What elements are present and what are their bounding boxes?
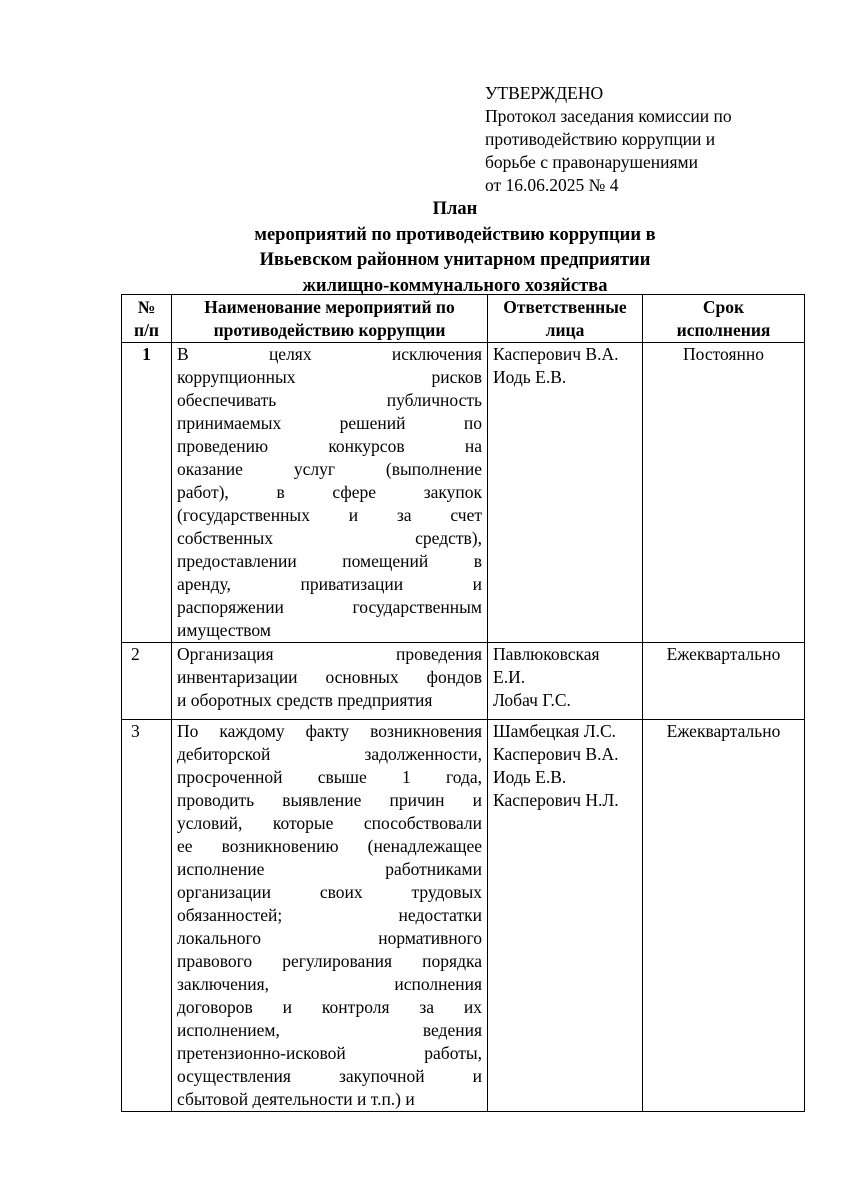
row-term: Ежеквартально [643,643,805,720]
description-line: инвентаризации основных фондов [177,667,482,687]
description-line: ее возникновению (ненадлежащее [177,836,482,856]
description-line: распоряжении государственным [177,597,482,617]
description-line: претензионно-исковой работы, [177,1043,482,1063]
row-responsible [488,343,643,643]
document-title [120,197,790,299]
table-row [122,343,805,643]
description-line: договоров и контроля за их [177,997,482,1017]
table-row [122,720,805,1112]
approval-date: от 16.06.2025 № 4 [485,175,619,195]
responsible-person: Касперович Н.Л. [493,790,619,810]
description-line: проводить выявление причин и [177,790,482,810]
description-line: проведению конкурсов на [177,436,482,456]
description-line: собственных средств), [177,528,482,548]
row-responsible [488,720,643,1112]
description-line: и оборотных средств предприятия [177,690,433,710]
row-term: Ежеквартально [643,720,805,1112]
approval-heading: УТВЕРЖДЕНО [485,83,604,103]
title-line: План [432,199,478,219]
row-number: 1 [122,343,172,643]
responsible-person: Иодь Е.В. [493,367,567,387]
description-line: оказание услуг (выполнение [177,459,482,479]
header-num: № п/п [122,295,172,343]
description-line: аренду, приватизации и [177,574,482,594]
description-line: сбытовой деятельности и т.п.) и [177,1089,415,1109]
description-line: осуществления закупочной и [177,1066,482,1086]
description-line: правового регулирования порядка [177,951,482,971]
header-term: Срок исполнения [643,295,805,343]
row-description [172,343,488,643]
description-line: локального нормативного [177,928,482,948]
description-line: просроченной свыше 1 года, [177,767,482,787]
row-responsible [488,643,643,720]
approval-line: борьбе с правонарушениями [485,152,698,172]
responsible-person: Касперович В.А. [493,744,619,764]
row-description [172,643,488,720]
responsible-person: Павлюковская [493,644,600,664]
description-line: предоставлении помещений в [177,551,482,571]
title-line: мероприятий по противодействию коррупции в [254,224,656,245]
table-row [122,643,805,720]
responsible-person: Иодь Е.В. [493,767,567,787]
description-line: В целях исключения [177,344,482,364]
header-name: Наименование мероприятий по противодействию коррупции [172,295,488,343]
responsible-person: Шамбецкая Л.С. [493,721,617,741]
approval-stamp [485,82,785,197]
title-line: жилищно-коммунального хозяйства [302,275,608,296]
header-responsible: Ответственные лица [488,295,643,343]
description-line: дебиторской задолженности, [177,744,482,764]
description-line: принимаемых решений по [177,413,482,433]
description-line: По каждому факту возникновения [177,721,482,741]
description-line: коррупционных рисков [177,367,482,387]
approval-line: Протокол заседания комиссии по [485,106,732,126]
approval-line: противодействию коррупции и [485,129,716,149]
description-line: (государственных и за счет [177,505,482,525]
description-line: работ), в сфере закупок [177,482,482,502]
description-line: условий, которые способствовали [177,813,482,833]
description-line: исполнение работниками [177,859,482,879]
description-line: заключения, исполнения [177,974,482,994]
responsible-person: Е.И. [493,667,526,687]
description-line: исполнением, ведения [177,1020,482,1040]
description-line: Организация проведения [177,644,482,664]
table-header-row [122,295,805,343]
description-line: организации своих трудовых [177,882,482,902]
responsible-person: Касперович В.А. [493,344,619,364]
row-description [172,720,488,1112]
row-term: Постоянно [643,343,805,643]
title-line: Ивьевском районном унитарном предприятии [259,250,651,270]
responsible-person: Лобач Г.С. [493,690,571,710]
description-line: обеспечивать публичность [177,390,482,410]
row-number: 3 [122,720,172,1112]
description-line: имуществом [177,620,271,640]
measures-table [121,294,805,1112]
description-line: обязанностей; недостатки [177,905,482,925]
row-number: 2 [122,643,172,720]
